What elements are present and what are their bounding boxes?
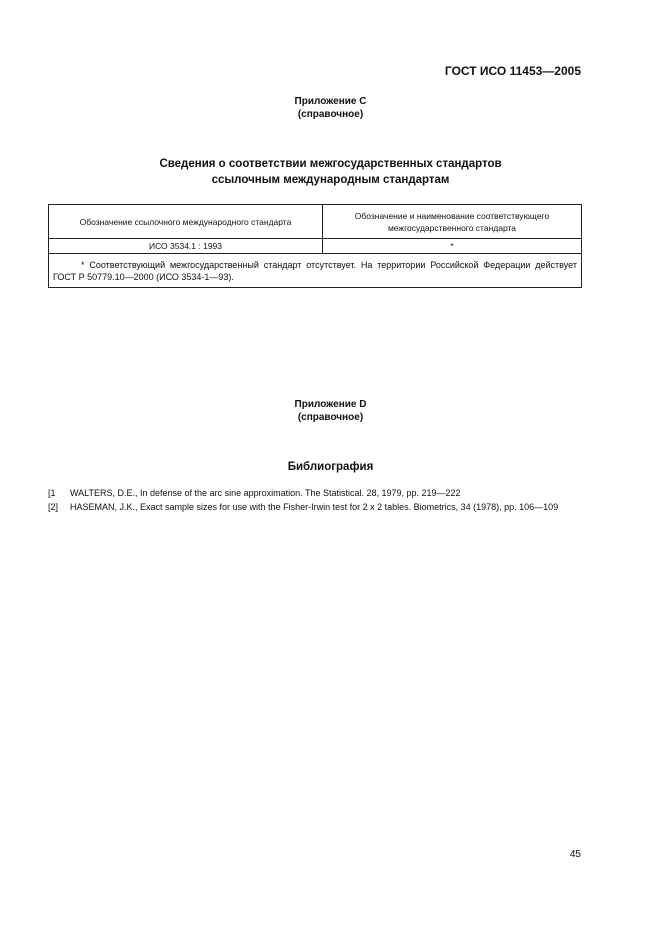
bibliography-item-text: WALTERS, D.E., In defense of the arc sine approximation. The Statistical. 28, 1979, pp. 219—222 bbox=[70, 488, 461, 498]
bibliography-item bbox=[48, 487, 582, 500]
bibliography-item-number: [2] bbox=[48, 502, 59, 512]
bibliography-item-number: [1 bbox=[48, 488, 56, 498]
table-footnote-row bbox=[49, 254, 582, 288]
annex-d-heading bbox=[0, 398, 661, 424]
table-cell-international: ИСО 3534.1 : 1993 bbox=[49, 239, 323, 254]
table-row bbox=[49, 239, 582, 254]
bibliography-item bbox=[48, 501, 582, 514]
document-code: ГОСТ ИСО 11453—2005 bbox=[444, 64, 581, 78]
annex-c-label: Приложение С bbox=[294, 96, 367, 107]
annex-c-note: (справочное) bbox=[297, 109, 364, 120]
annex-d-label: Приложение D bbox=[294, 399, 367, 410]
annex-c-heading bbox=[0, 95, 661, 121]
bibliography-title: Библиография bbox=[287, 461, 374, 473]
annex-d-note: (справочное) bbox=[297, 412, 364, 423]
table-header-interstate: Обозначение и наименование соответствующего межгосударственного стандарта bbox=[323, 205, 582, 239]
table-header-international: Обозначение ссылочного международного стандарта bbox=[49, 205, 323, 239]
bibliography-item-text: HASEMAN, J.K., Exact sample sizes for use with the Fisher-Irwin test for 2 x 2 tables. Biometrics, 34 (1978), pp. 106—109 bbox=[70, 502, 559, 512]
table-cell-interstate: * bbox=[323, 239, 582, 254]
table-footnote-text: * Соответствующий межгосударственный стандарт отсутствует. На территории Российской Федерации действует ГОСТ Р 50779.10—2000 (ИСО 3534-1—93). bbox=[53, 260, 577, 282]
annex-c-title: Сведения о соответствии межгосударственных стандартов ссылочным международным стандартам bbox=[159, 158, 502, 186]
correspondence-table bbox=[48, 204, 582, 288]
table-header-row bbox=[49, 205, 582, 239]
page-number: 45 bbox=[569, 849, 581, 860]
table-footnote bbox=[49, 254, 582, 288]
